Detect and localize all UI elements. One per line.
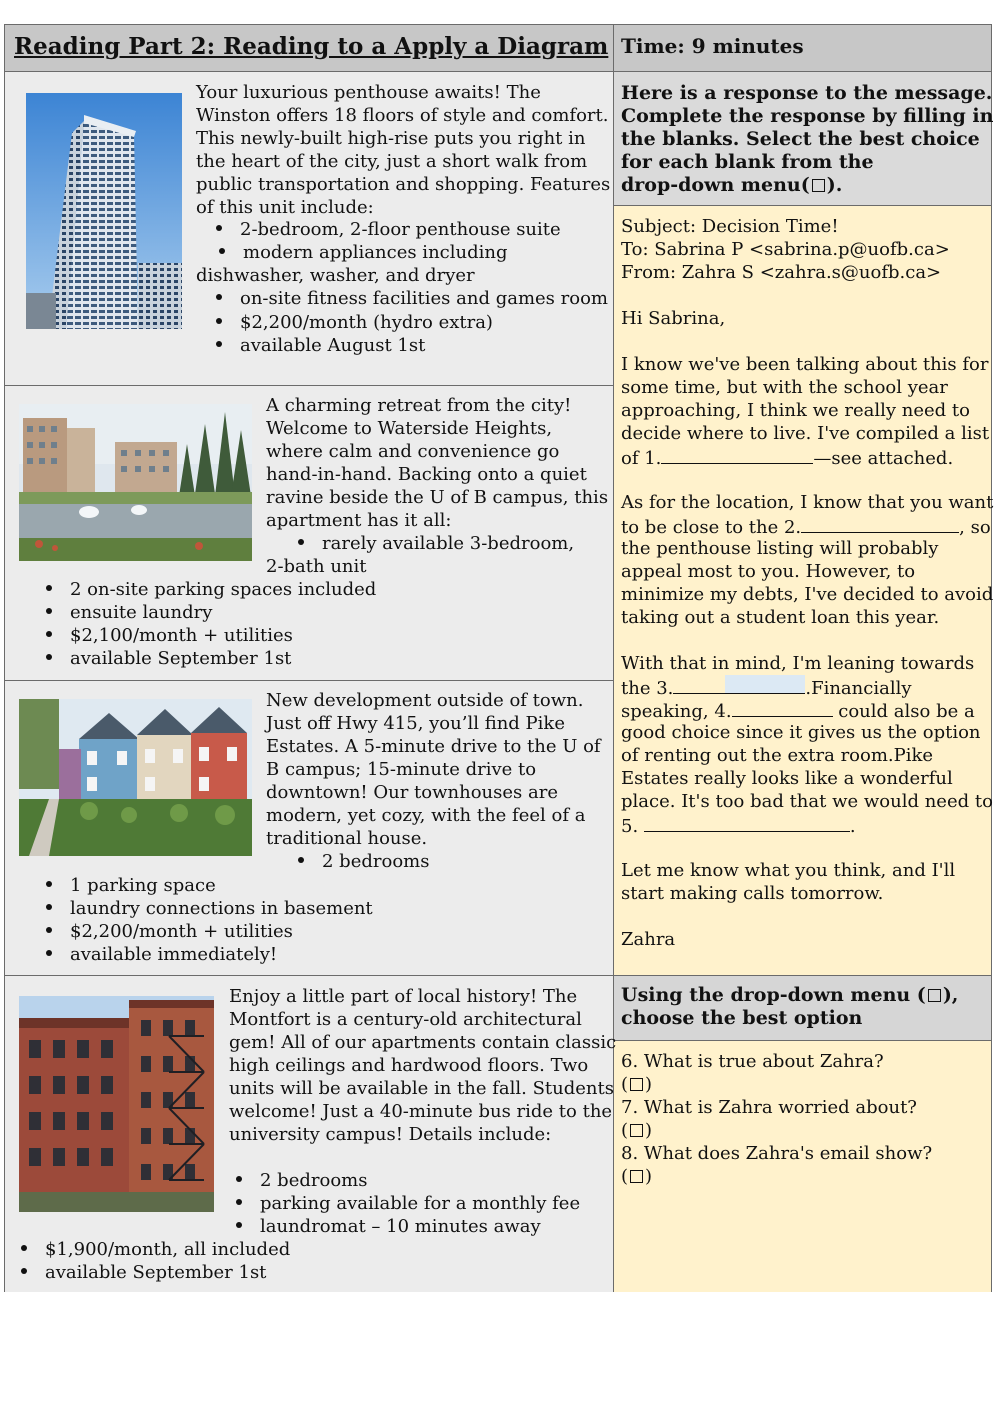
questions-list (621, 1050, 932, 1188)
pike-estates-description: New development outside of town. Just off Hwy 415, you’ll find Pike Estates. A 5-minute drive to the U of B campus; 15-minute drive to downtown! Our townhouses are modern, yet cozy, with the feel of a traditional house. (266, 690, 601, 849)
question-8: 8. What does Zahra's email show? (621, 1143, 933, 1164)
highrise-tower-photo (26, 93, 182, 329)
list-item: 2 bedrooms (298, 850, 429, 873)
list-item: 2-bedroom, 2-floor penthouse suite (216, 218, 561, 241)
email-signature: Zahra (621, 929, 676, 950)
question-7: 7. What is Zahra worried about? (621, 1097, 917, 1118)
dropdown-box-icon (928, 989, 941, 1002)
brick-heritage-building-photo (19, 996, 214, 1212)
list-item: $2,200/month + utilities (46, 920, 293, 943)
list-item: ensuite laundry (46, 601, 212, 624)
email-to: To: Sabrina P <sabrina.p@uofb.ca> (621, 239, 950, 260)
list-item: available September 1st (46, 647, 291, 670)
blank-4-dropdown[interactable] (732, 698, 833, 717)
dropdown-box-icon (630, 1170, 643, 1183)
instructions-text: Here is a response to the message. Complete the response by filling in the blanks. Select the best choice for each blank from the drop-down menu( ). (621, 82, 994, 196)
blank-2-dropdown[interactable] (801, 514, 959, 533)
winston-description: Your luxurious penthouse awaits! The Winston offers 18 floors of style and comfort. This newly-built high-rise puts you right in the heart of the city, just a short walk from public transportation and shopping. Features of this unit include: (196, 82, 611, 218)
list-item: $2,100/month + utilities (46, 624, 293, 647)
list-item: available immediately! (46, 943, 277, 966)
list-item: laundry connections in basement (46, 897, 373, 920)
question-6: 6. What is true about Zahra? (621, 1051, 884, 1072)
worksheet (4, 24, 992, 1292)
list-item: 2 bedrooms (236, 1169, 367, 1192)
list-item-wrap: dishwasher, washer, and dryer (196, 265, 475, 286)
question-8-dropdown[interactable]: ( ) (621, 1166, 653, 1187)
email-subject: Subject: Decision Time! (621, 216, 839, 237)
townhouses-photo (19, 699, 252, 856)
email-greeting: Hi Sabrina, (621, 308, 726, 329)
page-title: Reading Part 2: Reading to a Apply a Diagram (14, 33, 609, 60)
blank-5-dropdown[interactable] (644, 813, 850, 832)
list-item: available September 1st (21, 1261, 266, 1284)
list-item: parking available for a monthly fee (236, 1192, 580, 1215)
lakeside-apartments-photo (19, 404, 252, 561)
blank-3-dropdown[interactable] (673, 675, 725, 694)
list-item: laundromat – 10 minutes away (236, 1215, 541, 1238)
question-7-dropdown[interactable]: ( ) (621, 1120, 653, 1141)
email-from: From: Zahra S <zahra.s@uofb.ca> (621, 262, 942, 283)
questions-heading: Using the drop-down menu ( ), choose the best option (621, 984, 959, 1029)
list-item-wrap: 2-bath unit (266, 556, 367, 577)
list-item: 1 parking space (46, 874, 216, 897)
dropdown-box-icon (630, 1124, 643, 1137)
montfort-description: Enjoy a little part of local history! The Montfort is a century-old architectural gem! All of our apartments contain classic high ceilings and hardwood floors. Two units will be available in the fall. Students welcome! Just a 40-minute bus ride to the university campus! Details include: (229, 986, 617, 1145)
blank-3-dropdown-selected[interactable] (725, 675, 805, 694)
time-limit: Time: 9 minutes (621, 34, 804, 58)
question-6-dropdown[interactable]: ( ) (621, 1074, 653, 1095)
list-item: rarely available 3-bedroom, (298, 532, 574, 555)
blank-1-dropdown[interactable] (661, 445, 813, 464)
dropdown-box-icon (630, 1078, 643, 1091)
list-item: $1,900/month, all included (21, 1238, 290, 1261)
list-item: available August 1st (216, 334, 425, 357)
email-body: Subject: Decision Time! To: Sabrina P <sabrina.p@uofb.ca> From: Zahra S <zahra.s@uofb.ca> Hi Sabrina, I know we've been talking about this for some time, but with the school year approaching, I think we really need to decide where to live. I've compiled a list of 1. —see attached. As for the location, I know that you want to be close to the 2. , so the penthouse listing will probably appeal most to you. However, to minimize my debts, I've decided to avoid taking out a student loan this year. With that in mind, I'm leaning towards the 3. .Financially speaking, 4. could also be a good choice since it gives us the option of renting out the extra room.Pike Estates really looks like a wonderful place. It's too bad that we would need to 5. . Let me know what you think, and I'll start making calls tomorrow. Zahra (621, 216, 994, 950)
list-item: modern appliances including (219, 241, 507, 264)
waterside-description: A charming retreat from the city! Welcome to Waterside Heights, where calm and convenience go hand-in-hand. Backing onto a quiet ravine beside the U of B campus, this apartment has it all: (266, 395, 609, 531)
list-item: $2,200/month (hydro extra) (216, 311, 493, 334)
list-item: on-site fitness facilities and games room (216, 287, 608, 310)
dropdown-box-icon (812, 179, 825, 192)
list-item: 2 on-site parking spaces included (46, 578, 376, 601)
